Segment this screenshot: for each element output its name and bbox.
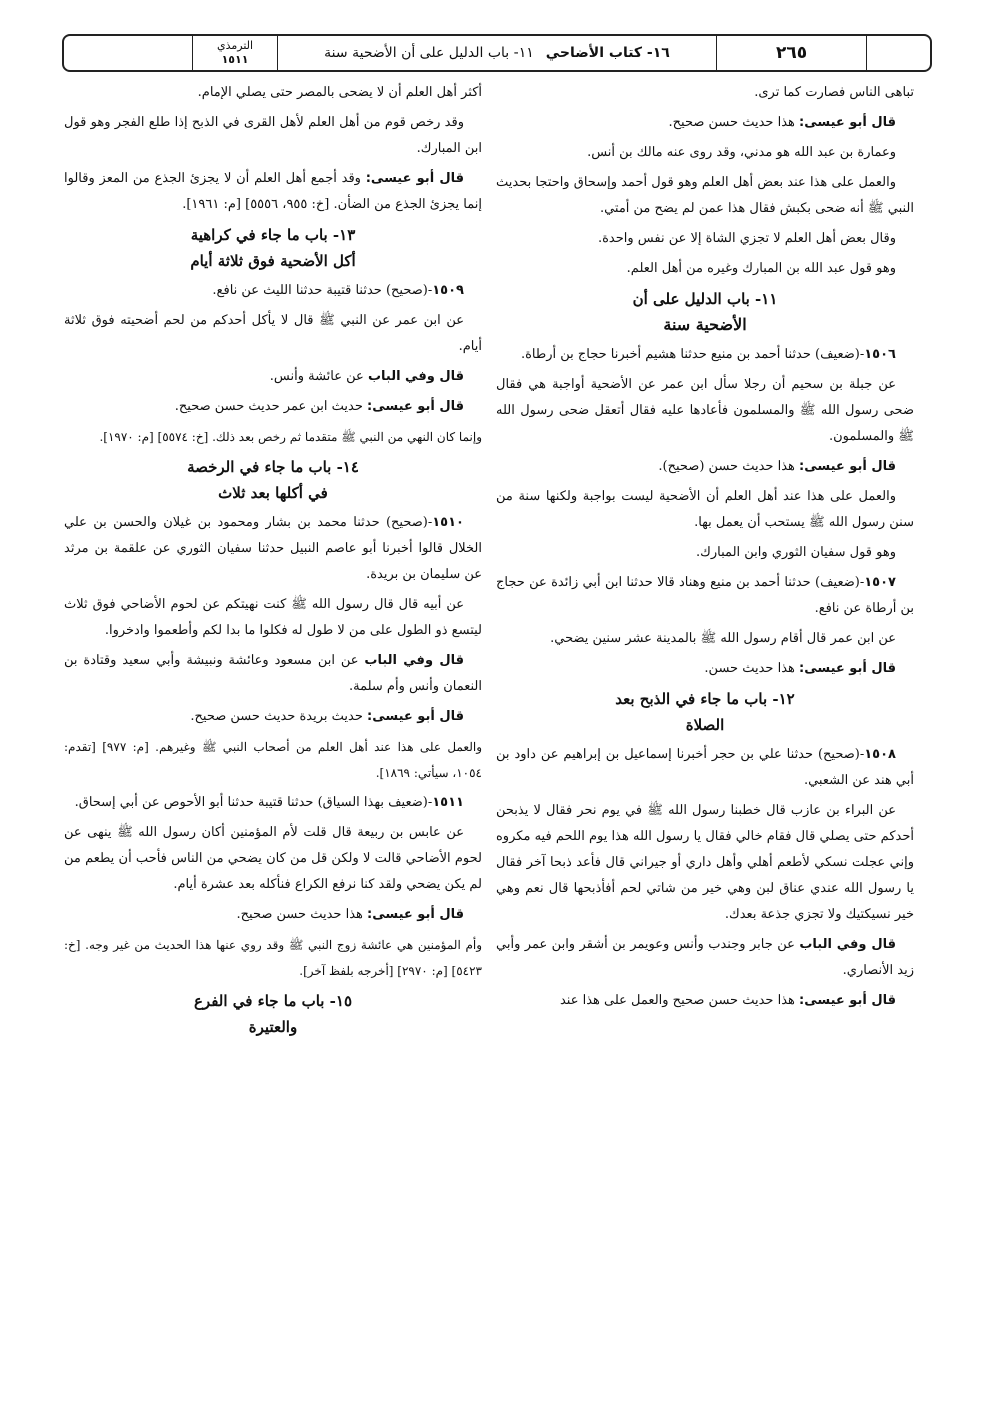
hadith-matn: عن أبيه قال قال رسول الله ﷺ كنت نهيتكم عن لحوم الأضاحي فوق ثلاث ليتسع ذو الطول على من لا طول له فكلوا ما بدا لكم وأطعموا وادخروا. bbox=[64, 597, 482, 638]
hadith-isnad: -(صحيح) حدثنا محمد بن بشار ومحمود بن غيلان والحسن بن علي الخلال قالوا أخبرنا أبو عاصم النبيل حدثنا سفيان الثوري عن علقمة بن مرثد عن سليمان بن بريدة. bbox=[64, 515, 482, 582]
fi-al-bab-label: قال وفي الباب bbox=[364, 653, 464, 668]
paragraph-text: هذا حديث حسن صحيح والعمل على هذا عند bbox=[559, 993, 800, 1008]
paragraph: وهو قول سفيان الثوري وابن المبارك. bbox=[696, 545, 896, 560]
paragraph-text: هذا حديث حسن. bbox=[704, 661, 800, 676]
hadith-matn: عن ابن عمر عن النبي ﷺ قال لا يأكل أحدكم من لحم أضحيته فوق ثلاثة أيام. bbox=[64, 313, 482, 354]
hadith-1511 bbox=[64, 790, 482, 816]
book-title: ١٦- كتاب الأضاحي bbox=[545, 45, 670, 61]
hadith-1508 bbox=[496, 742, 914, 794]
hadith-isnad: -(ضعيف) حدثنا أحمد بن منيع وهناد قالا حدثنا ابن أبي زائدة عن حجاج بن أرطاة عن نافع. bbox=[496, 575, 914, 616]
paragraph bbox=[496, 656, 914, 682]
paragraph bbox=[496, 454, 914, 480]
paragraph: والعمل على هذا عند أهل العلم من أصحاب النبي ﷺ وغيرهم. [م: ٩٧٧] [تقدم: ١٠٥٤، سيأتي: ١٨٦٩]. bbox=[64, 740, 483, 780]
paragraph: وأم المؤمنين هي عائشة زوج النبي ﷺ وقد روي عنها هذا الحديث من غير وجه. [خ: ٥٤٢٣] [م: ٢٩٧٠] [أخرجه بلفظ آخر]. bbox=[64, 938, 482, 978]
hadith-isnad: -(صحيح) حدثنا علي بن حجر أخبرنا إسماعيل بن إبراهيم عن داود بن أبي هند عن الشعبي. bbox=[496, 747, 914, 788]
chapter-heading-line: ١٣- باب ما جاء في كراهية bbox=[190, 226, 356, 244]
chapter-heading-12 bbox=[496, 686, 914, 738]
paragraph-text: عن ابن مسعود وعائشة ونبيشة وأبي سعيد وقتادة بن النعمان وأنس وأم سلمة. bbox=[64, 653, 482, 694]
fi-al-bab-label: قال وفي الباب bbox=[799, 937, 896, 952]
hadith-1509 bbox=[64, 278, 482, 304]
paragraph-text: عن عائشة وأنس. bbox=[269, 369, 368, 384]
paragraph: وعمارة بن عبد الله هو مدني، وقد روى عنه مالك بن أنس. bbox=[587, 145, 896, 160]
chapter-heading-line: والعتيرة bbox=[248, 1018, 298, 1036]
header-empty-cell-right bbox=[867, 36, 930, 70]
paragraph: والعمل على هذا عند أهل العلم أن الأضحية ليست بواجبة ولكنها سنة من سنن رسول الله ﷺ يستحب أن يعمل بها. bbox=[496, 489, 914, 530]
paragraph: أكثر أهل العلم أن لا يضحى بالمصر حتى يصلي الإمام. bbox=[197, 85, 482, 100]
chapter-heading-15 bbox=[64, 988, 482, 1040]
chapter-heading-line: الصلاة bbox=[685, 716, 725, 734]
hadith-isnad: -(ضعيف بهذا السياق) حدثنا قتيبة حدثنا أبو الأحوص عن أبي إسحاق. bbox=[74, 795, 433, 810]
running-header bbox=[62, 34, 932, 72]
hadith-1507 bbox=[496, 570, 914, 622]
abu-isa-label: قال أبو عيسى: bbox=[367, 399, 464, 414]
paragraph bbox=[64, 648, 482, 700]
paragraph-text: هذا حديث حسن (صحيح). bbox=[658, 459, 800, 474]
paragraph-text: هذا حديث حسن صحيح. bbox=[236, 907, 368, 922]
paragraph bbox=[496, 932, 914, 984]
hadith-range: ١٥١١ bbox=[221, 53, 249, 66]
page-number: ٢٦٥ bbox=[717, 36, 867, 70]
hadith-matn: عن عابس بن ربيعة قال قلت لأم المؤمنين أكان رسول الله ﷺ ينهى عن لحوم الأضاحي قالت لا ولكن قل من كان يضحي من الناس فأحب أن يطعم من لم يكن يضحي ولقد كنا نرفع الكراع فنأكله بعد عشرة أيام. bbox=[64, 825, 482, 892]
hadith-number: ١٥٠٧ bbox=[864, 575, 896, 590]
header-empty-cell-left bbox=[64, 36, 192, 70]
paragraph-text: عن جابر وجندب وأنس وعويمر بن أشقر وابن عمر وأبي زيد الأنصاري. bbox=[496, 937, 914, 978]
paragraph bbox=[496, 110, 914, 136]
chapter-heading-line: ١٤- باب ما جاء في الرخصة bbox=[187, 458, 359, 476]
abu-isa-label: قال أبو عيسى: bbox=[799, 115, 896, 130]
hadith-matn: عن ابن عمر قال أقام رسول الله ﷺ بالمدينة عشر سنين يضحي. bbox=[550, 631, 896, 646]
paragraph-text: وقد أجمع أهل العلم أن لا يجزئ الجذع من المعز وقالوا إنما يجزئ الجذع من الضأن. [خ: ٩٥٥، ٥٥٥٦] [م: ١٩٦١]. bbox=[64, 171, 482, 212]
hadith-number: ١٥٠٨ bbox=[864, 747, 896, 762]
paragraph bbox=[64, 902, 482, 928]
abu-isa-label: قال أبو عيسى: bbox=[365, 171, 464, 186]
hadith-number: ١٥١١ bbox=[432, 795, 464, 810]
right-column bbox=[496, 80, 914, 1018]
chapter-heading-line: ١٥- باب ما جاء في الفرع bbox=[193, 992, 353, 1010]
paragraph: وقد رخص قوم من أهل العلم لأهل القرى في الذبح إذا طلع الفجر وهو قول ابن المبارك. bbox=[64, 115, 482, 156]
hadith-matn: عن البراء بن عازب قال خطبنا رسول الله ﷺ في يوم نحر فقال لا يذبحن أحدكم حتى يصلي قال فقام خالي فقال يا رسول الله هذا يوم اللحم فيه مكروه وإني عجلت نسكي لأطعم أهلي وأهل داري أو جيراني قال فأعد ذبحا آخر فقال يا رسول الله عندي عناق لبن وهي خير من شاتي لحم أفأذبحها قال نعم وهي خير نسيكتيك ولا تجزي جذعة بعدك. bbox=[496, 803, 914, 922]
paragraph: تباهى الناس فصارت كما ترى. bbox=[754, 85, 914, 100]
hadith-number: ١٥٠٦ bbox=[864, 347, 896, 362]
hadith-matn: عن جبلة بن سحيم أن رجلا سأل ابن عمر عن الأضحية أواجبة هي فقال ضحى رسول الله ﷺ والمسلمون فأعادها عليه فقال أتعقل ضحى رسول الله ﷺ والمسلمون. bbox=[496, 377, 914, 444]
paragraph bbox=[64, 364, 482, 390]
hadith-1506 bbox=[496, 342, 914, 368]
chapter-heading-13 bbox=[64, 222, 482, 274]
paragraph-text: حديث ابن عمر حديث حسن صحيح. bbox=[174, 399, 368, 414]
abu-isa-label: قال أبو عيسى: bbox=[799, 661, 896, 676]
chapter-heading-11 bbox=[496, 286, 914, 338]
paragraph: وقال بعض أهل العلم لا تجزي الشاة إلا عن نفس واحدة. bbox=[597, 231, 896, 246]
paragraph bbox=[64, 704, 482, 730]
paragraph: وإنما كان النهي من النبي ﷺ متقدما ثم رخص بعد ذلك. [خ: ٥٥٧٤] [م: ١٩٧٠]. bbox=[99, 430, 482, 444]
abu-isa-label: قال أبو عيسى: bbox=[799, 993, 896, 1008]
hadith-number: ١٥٠٩ bbox=[432, 283, 464, 298]
abu-isa-label: قال أبو عيسى: bbox=[367, 709, 464, 724]
paragraph bbox=[64, 166, 482, 218]
hadith-number: ١٥١٠ bbox=[432, 515, 464, 530]
chapter-heading-line: في أكلها بعد ثلاث bbox=[218, 484, 328, 502]
paragraph bbox=[496, 988, 914, 1014]
chapter-heading bbox=[277, 36, 717, 70]
collection-box bbox=[192, 36, 277, 70]
hadith-1510 bbox=[64, 510, 482, 588]
paragraph: والعمل على هذا عند بعض أهل العلم وهو قول أحمد وإسحاق واحتجا بحديث النبي ﷺ أنه ضحى بكبش فقال هذا عمن لم يضح من أمتي. bbox=[496, 175, 914, 216]
chapter-heading-line: الأضحية سنة bbox=[663, 315, 747, 334]
chapter-heading-line: أكل الأضحية فوق ثلاثة أيام bbox=[190, 252, 356, 270]
paragraph-text: هذا حديث حسن صحيح. bbox=[668, 115, 800, 130]
abu-isa-label: قال أبو عيسى: bbox=[367, 907, 464, 922]
collection-name: الترمذي bbox=[216, 39, 254, 52]
left-column bbox=[64, 80, 482, 1044]
paragraph-text: حديث بريدة حديث حسن صحيح. bbox=[190, 709, 368, 724]
paragraph bbox=[64, 394, 482, 420]
fi-al-bab-label: قال وفي الباب bbox=[367, 369, 464, 384]
abu-isa-label: قال أبو عيسى: bbox=[799, 459, 896, 474]
hadith-isnad: -(صحيح) حدثنا قتيبة حدثنا الليث عن نافع. bbox=[212, 283, 433, 298]
chapter-title: ١١- باب الدليل على أن الأضحية سنة bbox=[324, 45, 534, 61]
hadith-isnad: -(ضعيف) حدثنا أحمد بن منيع حدثنا هشيم أخبرنا حجاج بن أرطاة. bbox=[520, 347, 865, 362]
paragraph: وهو قول عبد الله بن المبارك وغيره من أهل العلم. bbox=[626, 261, 896, 276]
chapter-heading-14 bbox=[64, 454, 482, 506]
chapter-heading-line: ١٢- باب ما جاء في الذبح بعد bbox=[615, 690, 795, 708]
chapter-heading-line: ١١- باب الدليل على أن bbox=[632, 290, 778, 308]
